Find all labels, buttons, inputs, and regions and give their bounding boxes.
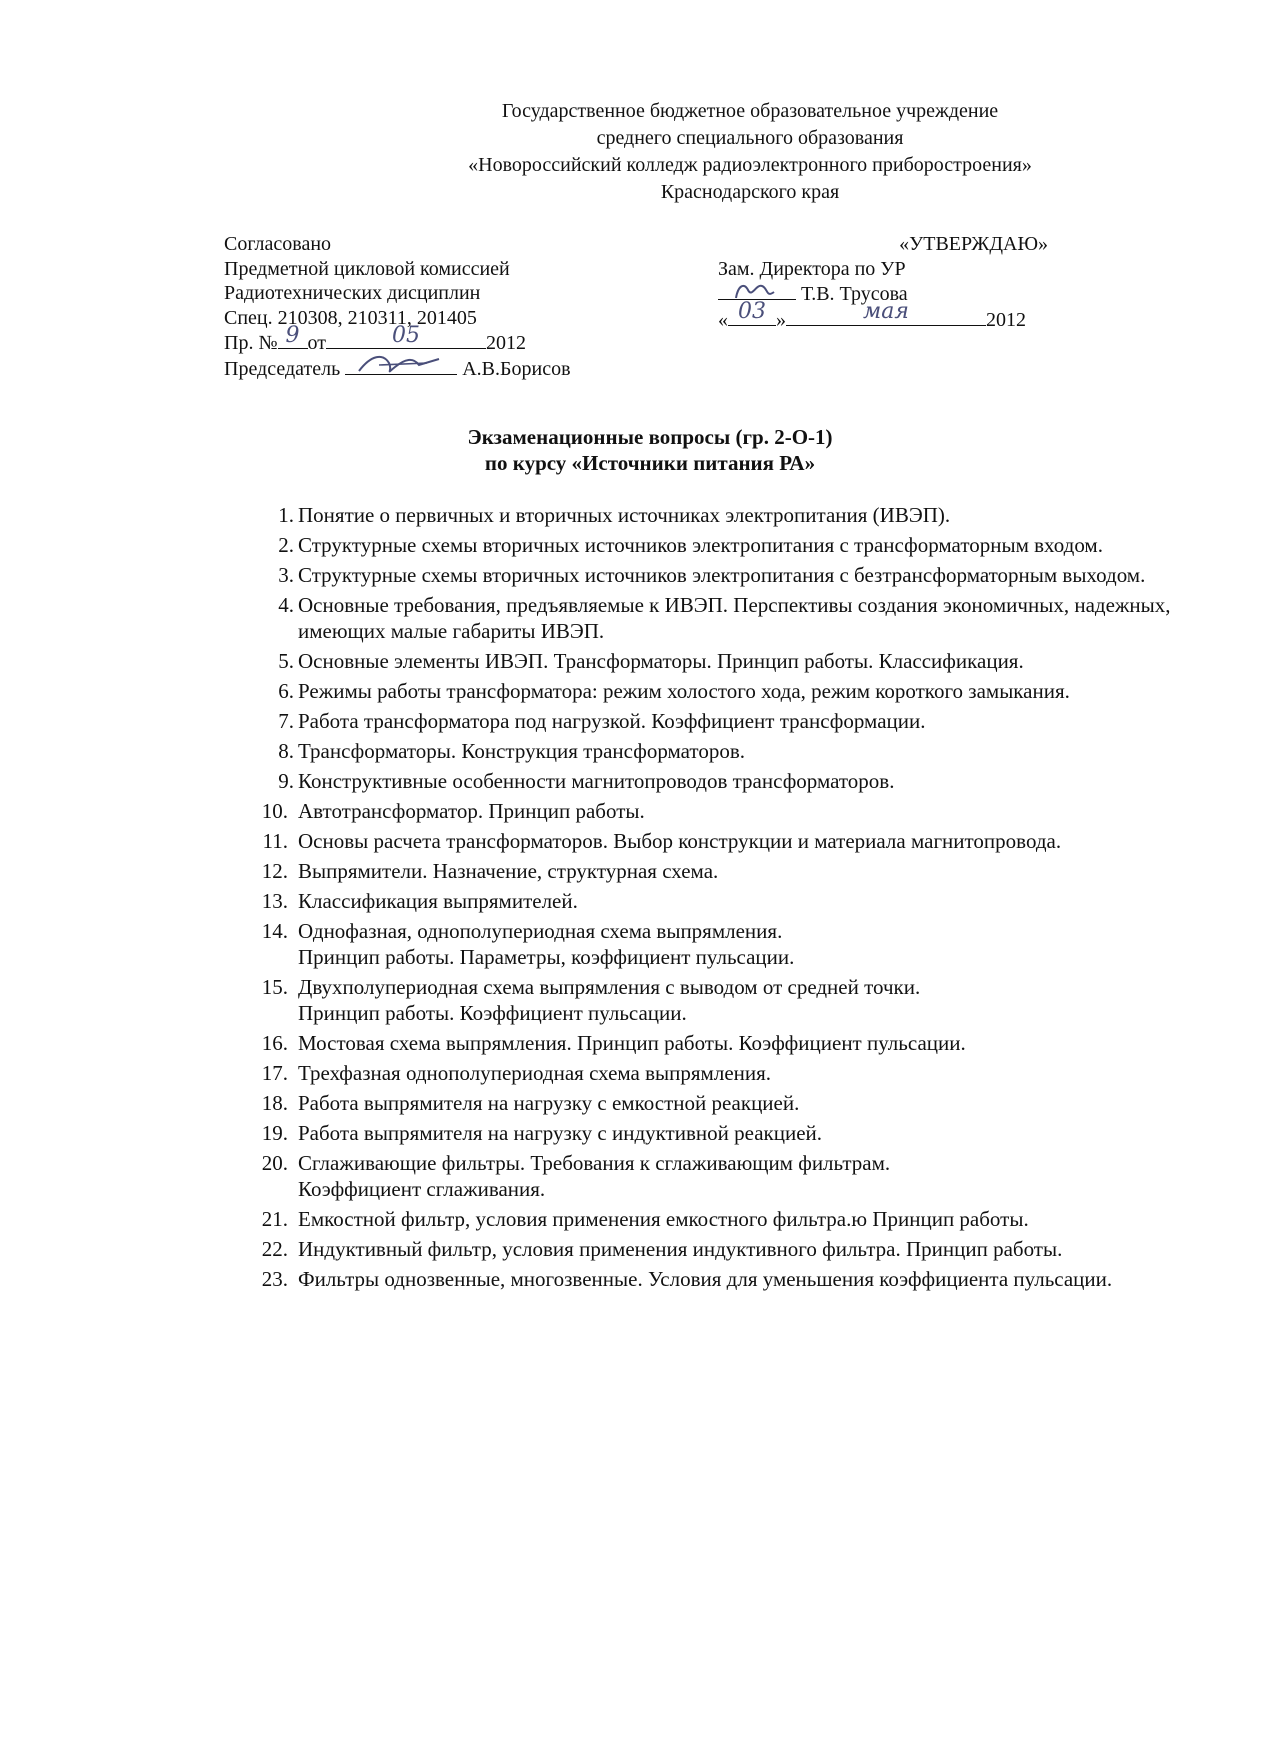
agreement-line-3: Радиотехнических дисциплин [224, 282, 481, 304]
approval-name: Т.В. Трусова [801, 283, 908, 305]
protocol-month-handwritten: 05 [392, 322, 421, 348]
question-text: Основные требования, предъявляемые к ИВЭП. Перспективы создания экономичных, надежных, имеющих малые габариты ИВЭП. [298, 593, 1171, 643]
question-text-continued: Принцип работы. Коэффициент пульсации. [298, 1001, 687, 1025]
question-text: Режимы работы трансформатора: режим холостого хода, режим короткого замыкания. [298, 679, 1070, 703]
date-year: 2012 [986, 308, 1026, 331]
chair-name: А.В.Борисов [462, 357, 571, 380]
date-month-handwritten: мая [863, 299, 909, 324]
question-number: 20. [261, 1151, 288, 1175]
question-item [254, 798, 1194, 824]
question-number: 19. [261, 1121, 288, 1145]
question-number: 6. [278, 679, 294, 703]
question-number: 16. [261, 1031, 288, 1055]
question-text: Работа выпрямителя на нагрузку с индуктивной реакцией. [298, 1121, 823, 1145]
protocol-date-field [326, 322, 486, 349]
question-item [254, 888, 1194, 914]
question-number: 13. [261, 889, 288, 913]
question-text: Трехфазная однополупериодная схема выпрямления. [298, 1061, 772, 1085]
agreement-line-4: Спец. 210308, 210311, 201405 [224, 306, 477, 329]
question-number: 5. [278, 649, 294, 673]
question-item [254, 1236, 1194, 1262]
question-text-continued: Принцип работы. Параметры, коэффициент пульсации. [298, 945, 795, 969]
question-number: 12. [261, 859, 288, 883]
question-item [254, 738, 1194, 764]
date-month-field [786, 299, 986, 326]
question-text: Однофазная, однополупериодная схема выпрямления. [298, 919, 783, 943]
protocol-number-field [278, 322, 308, 349]
question-item [254, 1150, 1194, 1202]
question-item [254, 648, 1194, 674]
chair-signature [349, 351, 453, 377]
question-text: Основные элементы ИВЭП. Трансформаторы. Принцип работы. Классификация. [298, 649, 1024, 673]
question-number: 23. [261, 1267, 288, 1291]
question-number: 15. [261, 975, 288, 999]
question-item [254, 918, 1194, 970]
question-text: Структурные схемы вторичных источников электропитания с трансформаторным входом. [298, 533, 1103, 557]
protocol-from: от [307, 332, 327, 354]
agreement-line-1: Согласовано [224, 233, 332, 255]
question-text: Структурные схемы вторичных источников электропитания с безтрансформаторным выходом. [298, 563, 1146, 587]
question-text: Классификация выпрямителей. [298, 889, 578, 913]
question-item [254, 1030, 1194, 1056]
question-number: 11. [262, 829, 288, 853]
question-item [254, 858, 1194, 884]
question-item [254, 562, 1194, 588]
question-item [254, 708, 1194, 734]
question-item [254, 502, 1194, 528]
date-day-handwritten: 03 [738, 299, 766, 324]
institution-line-4: Краснодарского края [660, 181, 840, 203]
question-item [254, 1120, 1194, 1146]
question-number: 3. [278, 563, 294, 587]
question-text: Понятие о первичных и вторичных источниках электропитания (ИВЭП). [298, 503, 951, 527]
question-number: 8. [278, 739, 294, 763]
question-text: Сглаживающие фильтры. Требования к сглаживающим фильтрам. [298, 1151, 891, 1175]
approval-date-line [718, 299, 1048, 333]
approval-signature-field [718, 281, 796, 300]
question-text: Фильтры однозвенные, многозвенные. Условия для уменьшения коэффициента пульсации. [298, 1267, 1113, 1291]
question-text: Автотрансформатор. Принцип работы. [298, 799, 645, 823]
question-text: Двухполупериодная схема выпрямления с выводом от средней точки. [298, 975, 921, 999]
institution-line-2: среднего специального образования [596, 127, 904, 149]
question-text: Основы расчета трансформаторов. Выбор конструкции и материала магнитопровода. [298, 829, 1062, 853]
question-item [254, 592, 1194, 644]
chair-signature-field [345, 356, 457, 375]
question-number: 18. [261, 1091, 288, 1115]
question-item [254, 768, 1194, 794]
question-number: 2. [278, 533, 294, 557]
question-number: 9. [278, 769, 294, 793]
question-item [254, 1090, 1194, 1116]
question-number: 22. [261, 1237, 288, 1261]
question-item [254, 974, 1194, 1026]
question-text-continued: Коэффициент сглаживания. [298, 1177, 546, 1201]
question-text: Мостовая схема выпрямления. Принцип работы. Коэффициент пульсации. [298, 1031, 966, 1055]
protocol-number-handwritten: 9 [285, 322, 300, 348]
protocol-prefix: Пр. № [224, 332, 278, 354]
question-number: 4. [278, 593, 294, 617]
chair-line [224, 356, 644, 382]
approval-title: «УТВЕРЖДАЮ» [899, 233, 1048, 255]
exam-title-line-2: по курсу «Источники питания РА» [484, 451, 816, 475]
approval-block [718, 232, 1048, 332]
question-list [254, 502, 1194, 1296]
institution-line-3: «Новороссийский колледж радиоэлектронного приборостроения» [468, 154, 1032, 176]
question-item [254, 1266, 1194, 1292]
question-text: Емкостной фильтр, условия применения емкостного фильтра.ю Принцип работы. [298, 1207, 1029, 1231]
question-item [254, 678, 1194, 704]
exam-title [340, 424, 960, 476]
question-number: 7. [278, 709, 294, 733]
institution-header [390, 98, 1110, 206]
question-text: Конструктивные особенности магнитопроводов трансформаторов. [298, 769, 895, 793]
question-item [254, 828, 1194, 854]
institution-line-1: Государственное бюджетное образовательное учреждение [501, 100, 999, 122]
question-text: Выпрямители. Назначение, структурная схема. [298, 859, 719, 883]
exam-title-line-1: Экзаменационные вопросы (гр. 2-О-1) [467, 425, 833, 449]
question-item [254, 532, 1194, 558]
question-text: Работа выпрямителя на нагрузку с емкостной реакцией. [298, 1091, 800, 1115]
chair-label: Председатель [224, 357, 341, 380]
date-close-quote: » [776, 308, 786, 331]
question-number: 14. [261, 919, 288, 943]
agreement-block [224, 232, 644, 381]
question-item [254, 1206, 1194, 1232]
question-number: 1. [278, 503, 294, 527]
protocol-year: 2012 [486, 332, 527, 354]
question-text: Работа трансформатора под нагрузкой. Коэффициент трансформации. [298, 709, 926, 733]
question-number: 17. [261, 1061, 288, 1085]
question-number: 21. [261, 1207, 288, 1231]
question-number: 10. [261, 799, 288, 823]
approval-position: Зам. Директора по УР [718, 257, 906, 280]
date-day-field [728, 299, 776, 326]
question-item [254, 1060, 1194, 1086]
date-open-quote: « [718, 308, 728, 331]
question-text: Трансформаторы. Конструкция трансформаторов. [298, 739, 745, 763]
question-text: Индуктивный фильтр, условия применения индуктивного фильтра. Принцип работы. [298, 1237, 1063, 1261]
agreement-line-2: Предметной цикловой комиссией [224, 257, 510, 280]
